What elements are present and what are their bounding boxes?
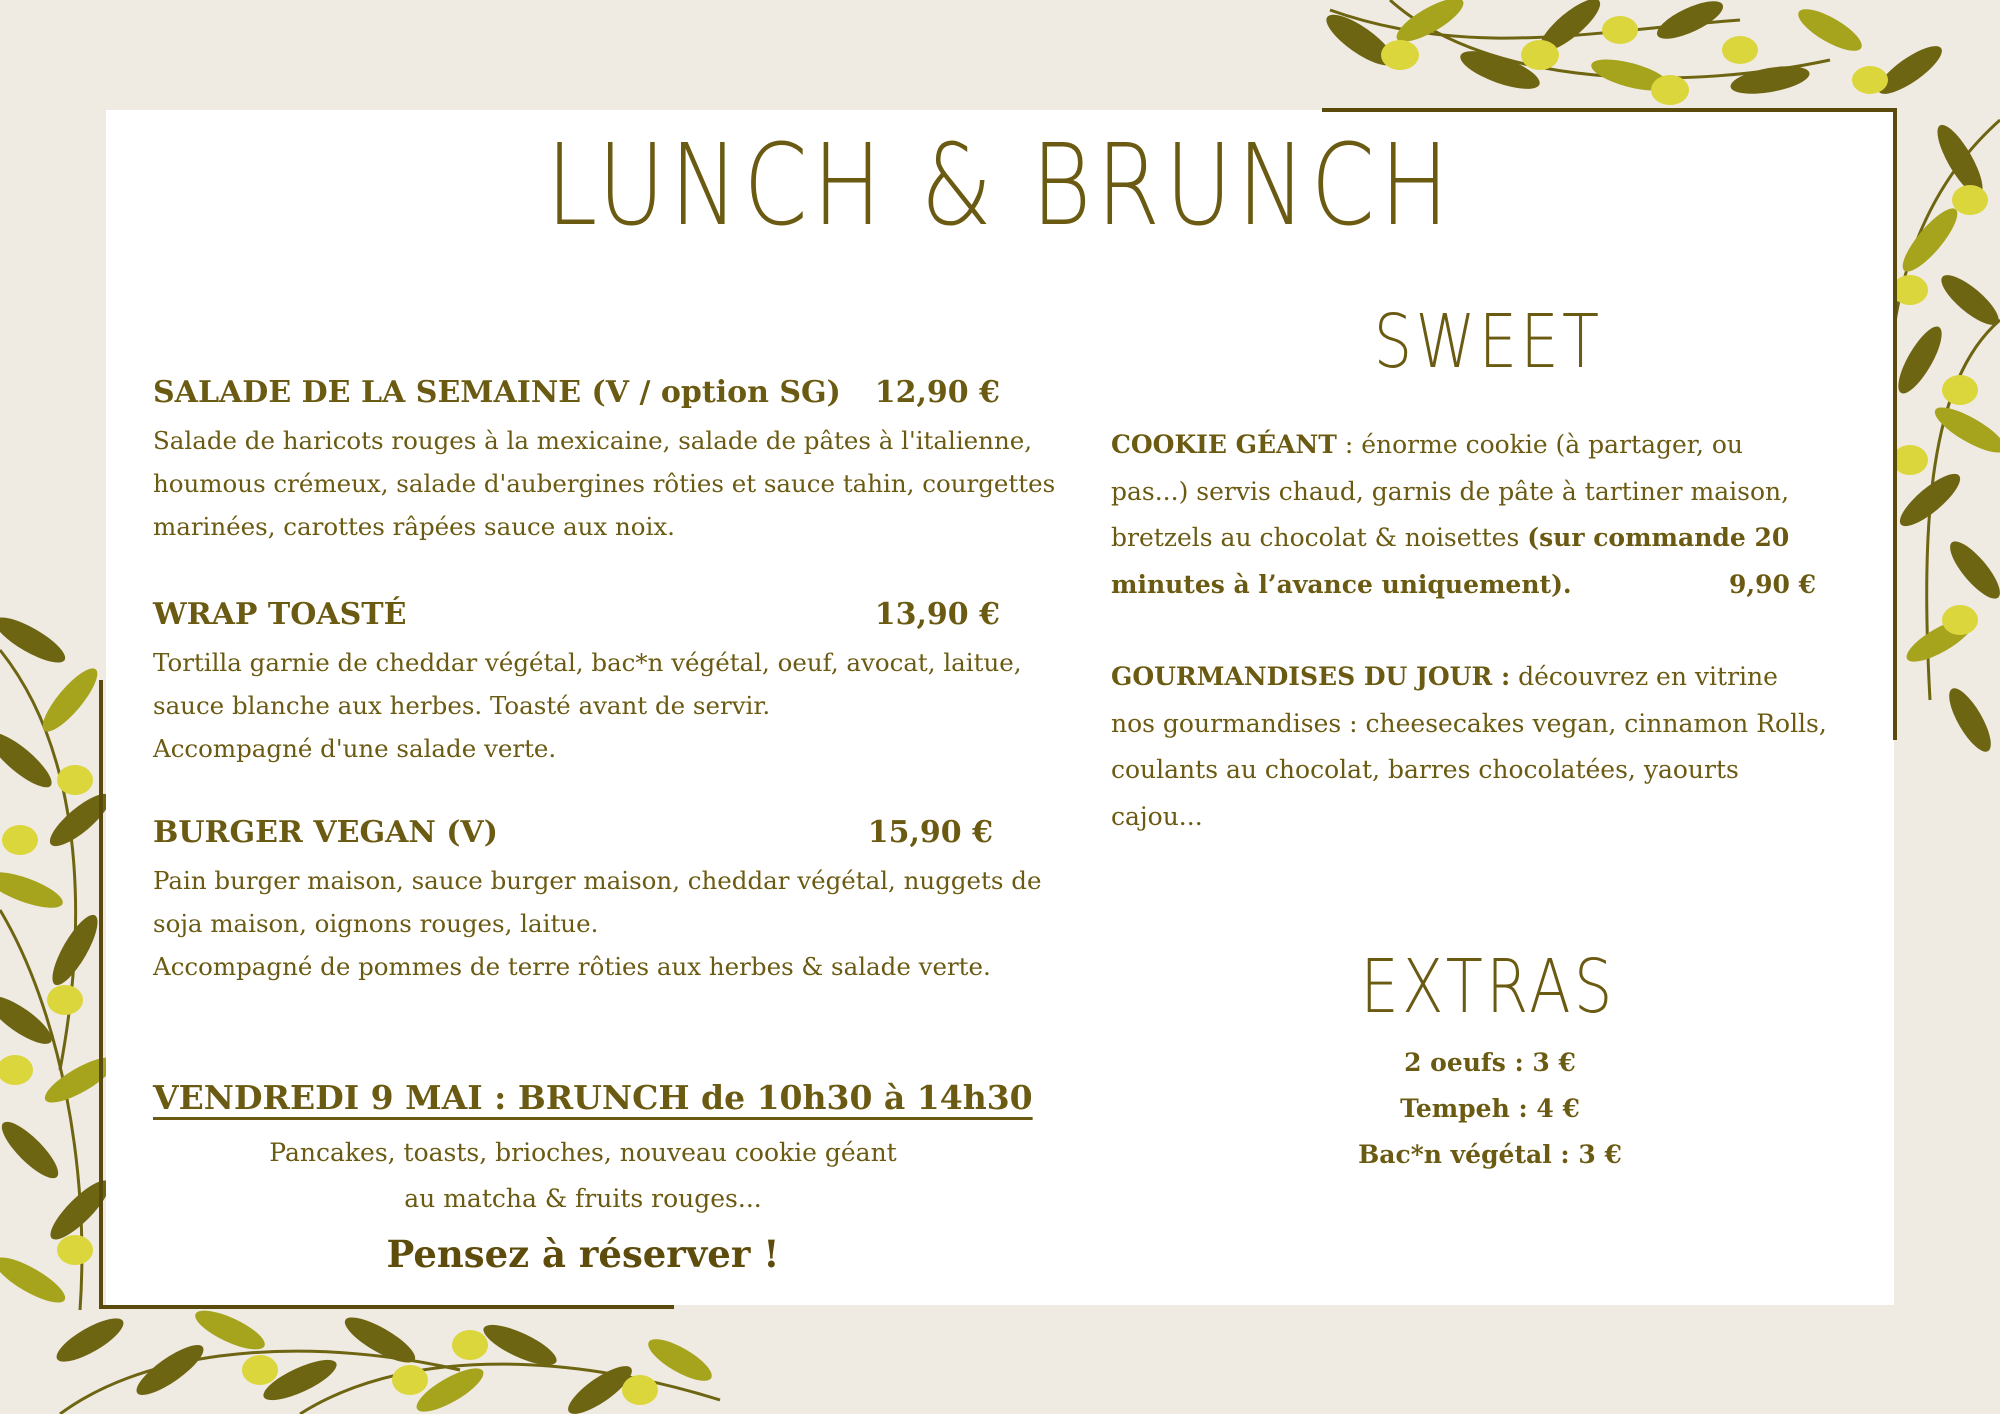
section-title-sweet: SWEET — [1373, 299, 1603, 385]
description-line: Pain burger maison, sauce burger maison, cheddar végétal, nuggets de — [153, 866, 1042, 895]
item-price: 13,90 € — [874, 597, 1000, 632]
extra-item: Tempeh : 4 € — [1400, 1094, 1580, 1123]
item-price: 12,90 € — [874, 375, 1000, 410]
extra-item: 2 oeufs : 3 € — [1404, 1048, 1576, 1077]
item-name: WRAP TOASTÉ — [153, 597, 407, 632]
brunch-line-2: au matcha & fruits rouges... — [404, 1184, 762, 1213]
description-line: houmous crémeux, salade d'aubergines rôties et sauce tahin, courgettes — [153, 469, 1056, 498]
description-line: sauce blanche aux herbes. Toasté avant de servir. — [153, 691, 771, 720]
description-line: marinées, carottes râpées sauce aux noix. — [153, 512, 675, 541]
brunch-line-1: Pancakes, toasts, brioches, nouveau cookie géant — [269, 1138, 897, 1167]
item-name: BURGER VEGAN (V) — [153, 815, 498, 850]
menu-item-burger — [153, 815, 1042, 988]
item-name: SALADE DE LA SEMAINE (V / option SG) — [153, 375, 841, 410]
sweet-item-gourmandises — [1111, 654, 1831, 840]
sweet-item-cookie — [1111, 422, 1816, 608]
cookie-line-4 — [1111, 562, 1816, 609]
item-description — [153, 419, 1056, 548]
gourmandises-line-2: nos gourmandises : cheesecakes vegan, cinnamon Rolls, — [1111, 708, 1827, 738]
description-text: découvrez en vitrine — [1510, 662, 1778, 691]
order-notice: minutes à l’avance uniquement). — [1111, 569, 1572, 599]
cookie-line-3 — [1111, 515, 1816, 562]
cookie-line-1 — [1111, 422, 1816, 469]
frame-line-bottom-left — [99, 1305, 674, 1309]
frame-line-left — [99, 680, 103, 1308]
item-price: 15,90 € — [867, 815, 993, 850]
description-line: Accompagné d'une salade verte. — [153, 734, 557, 763]
item-header — [153, 375, 1000, 419]
frame-line-right — [1893, 108, 1897, 740]
description-line: Tortilla garnie de cheddar végétal, bac*n végétal, oeuf, avocat, laitue, — [153, 648, 1022, 677]
item-header — [153, 815, 993, 859]
extras-list — [1180, 1040, 1800, 1178]
description-line: Accompagné de pommes de terre rôties aux herbes & salade verte. — [153, 952, 991, 981]
menu-item-salade — [153, 375, 1056, 548]
item-name: COOKIE GÉANT — [1111, 430, 1337, 459]
item-description — [153, 641, 1022, 770]
description-text: : énorme cookie (à partager, ou — [1336, 430, 1744, 459]
section-title-extras: EXTRAS — [1360, 944, 1616, 1030]
gourmandises-line-1 — [1111, 654, 1831, 701]
item-price: 9,90 € — [1729, 569, 1816, 599]
item-header — [153, 597, 1000, 641]
gourmandises-line-3: coulants au chocolat, barres chocolatées, yaourts cajou... — [1111, 755, 1739, 831]
description-text: bretzels au chocolat & noisettes — [1111, 523, 1528, 552]
extra-item: Bac*n végétal : 3 € — [1358, 1140, 1622, 1169]
frame-line-top-right — [1322, 108, 1897, 112]
description-line: Salade de haricots rouges à la mexicaine, salade de pâtes à l'italienne, — [153, 426, 1033, 455]
reservation-call-to-action: Pensez à réserver ! — [386, 1232, 780, 1276]
description-line: soja maison, oignons rouges, laitue. — [153, 909, 599, 938]
page-title: LUNCH & BRUNCH — [546, 121, 1454, 251]
order-notice: (sur commande 20 — [1527, 523, 1790, 552]
cookie-line-2: pas...) servis chaud, garnis de pâte à tartiner maison, — [1111, 476, 1790, 506]
brunch-heading: VENDREDI 9 MAI : BRUNCH de 10h30 à 14h30 — [153, 1078, 1033, 1117]
menu-item-wrap — [153, 597, 1022, 770]
item-name: GOURMANDISES DU JOUR : — [1111, 662, 1511, 691]
item-description — [153, 859, 1042, 988]
